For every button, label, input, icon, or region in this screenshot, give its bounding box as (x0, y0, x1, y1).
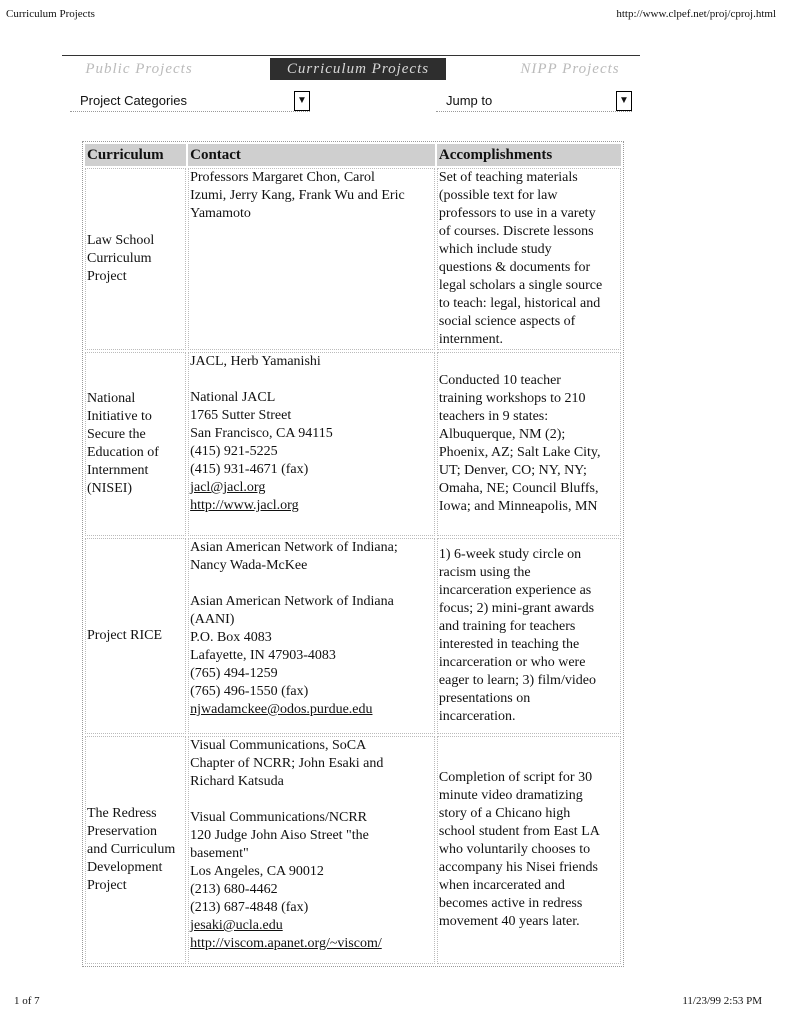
cell-text-line: Conducted 10 teacher (438, 373, 561, 388)
email-link[interactable]: njwadamckee@odos.purdue.edu (190, 702, 373, 717)
section-nav-bar (62, 55, 640, 83)
cell-curriculum (85, 736, 186, 964)
cell-text-line: to teach: legal, historical and (438, 296, 601, 311)
cell-text-line: Curriculum (87, 251, 152, 266)
cell-text-line: Initiative to (87, 409, 152, 424)
col-header-contact: Contact (188, 144, 435, 166)
cell-text-line: Project RICE (87, 628, 163, 643)
cell-text-line: Asian American Network of Indiana (190, 594, 394, 609)
print-header-url: http://www.clpef.net/proj/cproj.html (616, 8, 776, 20)
cell-text-line: incarceration. (438, 709, 516, 724)
cell-text-line: questions & documents for (438, 260, 591, 275)
cell-text-line: and Curriculum (87, 842, 176, 857)
cell-text-line: Project (87, 269, 127, 284)
cell-text-line (190, 791, 433, 809)
cell-text-line: internment. (438, 332, 504, 347)
cell-text-line: story of a Chicano high (438, 806, 571, 821)
project-categories-value: Project Categories (80, 93, 187, 108)
cell-curriculum (85, 538, 186, 734)
cell-text-line: (213) 687-4848 (fax) (190, 900, 309, 915)
table-row (85, 736, 621, 964)
table-row (85, 538, 621, 734)
cell-text-line: when incarcerated and (438, 878, 565, 893)
cell-text-line: 1) 6-week study circle on (438, 547, 582, 562)
cell-text-line: Phoenix, AZ; Salt Lake City, (438, 445, 601, 460)
cell-text-line: 120 Judge John Aiso Street "the (190, 828, 369, 843)
nav-next-nipp-projects[interactable]: NIPP Projects (520, 61, 620, 77)
cell-text-line: eager to learn; 3) film/video (438, 673, 596, 688)
print-header-title: Curriculum Projects (6, 8, 95, 20)
cell-text-line: Iowa; and Minneapolis, MN (438, 499, 598, 514)
cell-text-line: interested in teaching the (438, 637, 580, 652)
web-link[interactable]: http://viscom.apanet.org/~viscom/ (190, 936, 382, 951)
cell-text-line: presentations on (438, 691, 531, 706)
cell-text-line: National (87, 391, 136, 406)
nav-current-curriculum-projects: Curriculum Projects (270, 58, 446, 80)
cell-text-line (190, 575, 433, 593)
cell-text-line: Preservation (87, 824, 157, 839)
chevron-down-icon[interactable]: ▼ (294, 91, 310, 111)
cell-text-line: who voluntarily chooses to (438, 842, 591, 857)
col-header-accomplishments: Accomplishments (437, 144, 621, 166)
cell-accomplishments (437, 168, 621, 350)
cell-text-line: movement 40 years later. (438, 914, 580, 929)
cell-text-line: Completion of script for 30 (438, 770, 593, 785)
cell-text-line: which include study (438, 242, 552, 257)
cell-text-line: (415) 921-5225 (190, 444, 278, 459)
table-row (85, 352, 621, 536)
web-link[interactable]: http://www.jacl.org (190, 498, 299, 513)
cell-text-line: Project (87, 878, 127, 893)
print-footer-page: 1 of 7 (14, 995, 40, 1007)
print-footer-timestamp: 11/23/99 2:53 PM (682, 995, 762, 1007)
cell-text-line: P.O. Box 4083 (190, 630, 272, 645)
jump-to-value: Jump to (446, 93, 493, 108)
cell-text-line: Chapter of NCRR; John Esaki and (190, 756, 384, 771)
cell-text-line: Nancy Wada-McKee (190, 558, 308, 573)
cell-text-line: and training for teachers (438, 619, 576, 634)
cell-text-line: social science aspects of (438, 314, 576, 329)
cell-text-line: (NISEI) (87, 481, 133, 496)
cell-text-line: Yamamoto (190, 206, 251, 221)
cell-accomplishments (437, 538, 621, 734)
cell-text-line: Izumi, Jerry Kang, Frank Wu and Eric (190, 188, 405, 203)
cell-text-line: Richard Katsuda (190, 774, 284, 789)
cell-curriculum (85, 352, 186, 536)
cell-text-line: (765) 494-1259 (190, 666, 278, 681)
cell-curriculum (85, 168, 186, 350)
cell-text-line: minute video dramatizing (438, 788, 583, 803)
cell-text-line: Set of teaching materials (438, 170, 578, 185)
projects-table (82, 141, 624, 967)
jump-to-select[interactable] (436, 91, 632, 112)
cell-text-line: basement" (190, 846, 249, 861)
cell-contact (188, 168, 435, 350)
cell-text-line: Law School (87, 233, 155, 248)
nav-prev-public-projects[interactable]: Public Projects (85, 61, 193, 77)
cell-contact (188, 538, 435, 734)
project-categories-select[interactable] (70, 91, 310, 112)
cell-text-line: Internment (87, 463, 149, 478)
cell-accomplishments (437, 736, 621, 964)
cell-text-line: Los Angeles, CA 90012 (190, 864, 324, 879)
cell-contact (188, 736, 435, 964)
cell-text-line: becomes active in redress (438, 896, 583, 911)
cell-text-line: 1765 Sutter Street (190, 408, 292, 423)
cell-text-line: (765) 496-1550 (fax) (190, 684, 309, 699)
table-header-row (85, 144, 621, 166)
cell-text-line: school student from East LA (438, 824, 600, 839)
cell-text-line: (415) 931-4671 (fax) (190, 462, 309, 477)
cell-text-line: Omaha, NE; Council Bluffs, (438, 481, 599, 496)
cell-text-line: incarceration or who were (438, 655, 586, 670)
cell-contact (188, 352, 435, 536)
cell-accomplishments (437, 352, 621, 536)
cell-text-line: Asian American Network of Indiana; (190, 540, 398, 555)
cell-text-line: The Redress (87, 806, 157, 821)
cell-text-line: professors to use in a varety (438, 206, 596, 221)
cell-text-line: racism using the (438, 565, 531, 580)
cell-text-line: legal scholars a single source (438, 278, 603, 293)
cell-text-line: National JACL (190, 390, 276, 405)
chevron-down-icon[interactable]: ▼ (616, 91, 632, 111)
email-link[interactable]: jesaki@ucla.edu (190, 918, 283, 933)
col-header-curriculum: Curriculum (85, 144, 186, 166)
cell-text-line: JACL, Herb Yamanishi (190, 354, 321, 369)
cell-text-line: Professors Margaret Chon, Carol (190, 170, 375, 185)
cell-text-line: Albuquerque, NM (2); (438, 427, 566, 442)
cell-text-line: focus; 2) mini-grant awards (438, 601, 595, 616)
cell-text-line: Lafayette, IN 47903-4083 (190, 648, 336, 663)
cell-text-line: incarceration experience as (438, 583, 592, 598)
cell-text-line: accompany his Nisei friends (438, 860, 598, 875)
cell-text-line: (AANI) (190, 612, 235, 627)
cell-text-line: Secure the (87, 427, 146, 442)
cell-text-line: Education of (87, 445, 159, 460)
cell-text-line: Visual Communications, SoCA (190, 738, 367, 753)
email-link[interactable]: jacl@jacl.org (190, 480, 266, 495)
cell-text-line: Development (87, 860, 163, 875)
cell-text-line: Visual Communications/NCRR (190, 810, 367, 825)
cell-text-line: (possible text for law (438, 188, 558, 203)
cell-text-line: San Francisco, CA 94115 (190, 426, 333, 441)
cell-text-line (190, 371, 433, 389)
cell-text-line: (213) 680-4462 (190, 882, 278, 897)
cell-text-line: UT; Denver, CO; NY, NY; (438, 463, 587, 478)
cell-text-line: of courses. Discrete lessons (438, 224, 594, 239)
cell-text-line: training workshops to 210 (438, 391, 586, 406)
table-row (85, 168, 621, 350)
cell-text-line: teachers in 9 states: (438, 409, 549, 424)
